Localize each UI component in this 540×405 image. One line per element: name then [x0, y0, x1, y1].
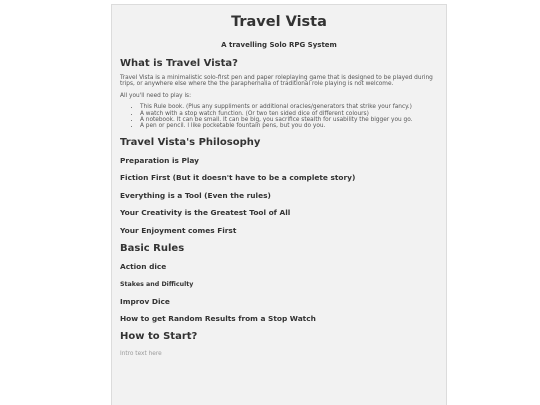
page-title: Travel Vista — [231, 14, 327, 30]
list-item: • A notebook. It can be small. It can be big, you sacrifice stealth for usability the bigger you go. — [140, 117, 438, 123]
need-paragraph: All you'll need to play is: — [120, 92, 192, 99]
rules-random-results: How to get Random Results from a Stop Watch — [120, 314, 316, 324]
document-page — [111, 4, 447, 405]
intro-paragraph: Travel Vista is a minimalistic solo-first pen and paper roleplaying game that is designed to be played during trips, or anywhere else where the the paraphernalia of traditional role playing is not welcome. — [120, 75, 433, 88]
page-subtitle: A travelling Solo RPG System — [221, 41, 337, 49]
philosophy-item: Preparation is Play — [120, 155, 199, 165]
start-intro-text: Intro text here — [120, 351, 162, 358]
rules-improv-dice: Improv Dice — [120, 296, 170, 306]
philosophy-item: Your Enjoyment comes First — [120, 225, 237, 235]
rules-action-dice: Action dice — [120, 261, 167, 271]
heading-basic-rules: Basic Rules — [120, 242, 185, 254]
list-item: • A pen or pencil. I like pocketable fountain pens, but you do you. — [140, 123, 438, 129]
philosophy-item: Your Creativity is the Greatest Tool of All — [120, 208, 291, 218]
list-item: • A watch with a stop watch function. (Or two ten sided dice of different colours) — [140, 111, 438, 117]
heading-philosophy: Travel Vista's Philosophy — [120, 136, 261, 148]
rules-stakes-difficulty: Stakes and Difficulty — [120, 280, 194, 288]
heading-what-is: What is Travel Vista? — [120, 58, 238, 69]
philosophy-item: Fiction First (But it doesn't have to be a complete story) — [120, 173, 356, 183]
heading-how-to-start: How to Start? — [120, 331, 198, 343]
requirements-list — [120, 104, 438, 130]
philosophy-item: Everything is a Tool (Even the rules) — [120, 190, 271, 200]
list-item: • This Rule book. (Plus any suppliments or additional oracles/generators that strike your fancy.) — [140, 104, 438, 110]
